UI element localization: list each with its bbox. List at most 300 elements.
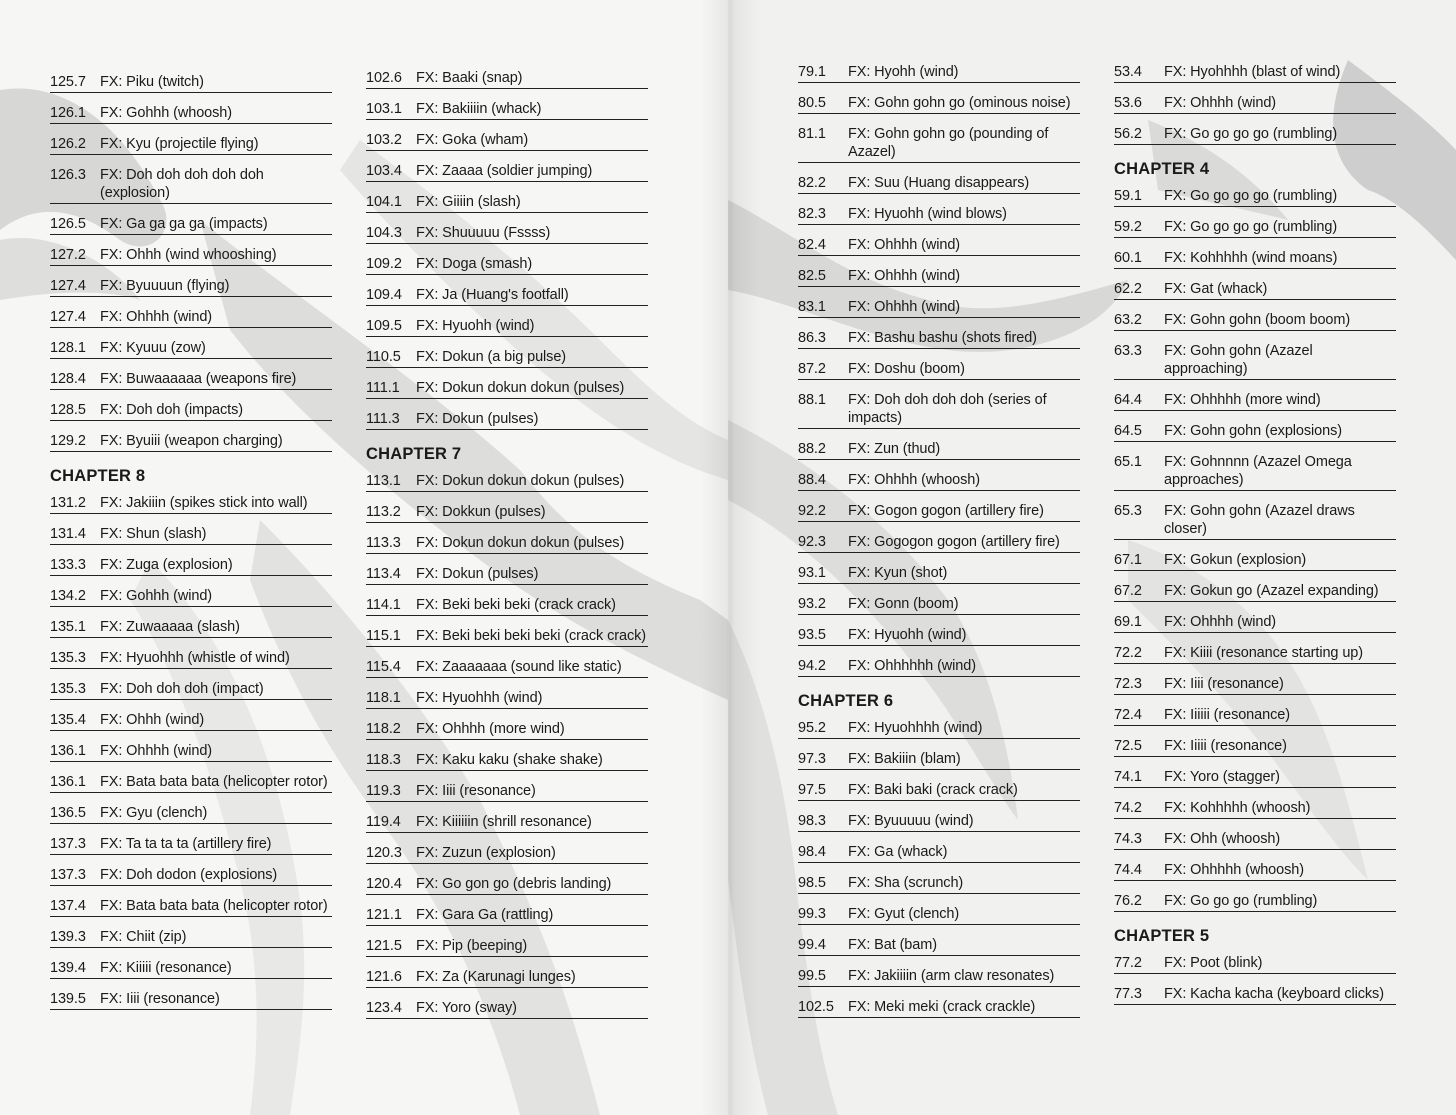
sfx-entry [798,323,1080,349]
sfx-translation: FX: Gogogon gogon (artillery fire) [848,534,1060,550]
sfx-entry [366,838,648,864]
sfx-entry [1114,119,1396,145]
sfx-entry [798,961,1080,987]
sfx-translation: FX: Doh doh doh doh doh (explosion) [100,167,264,201]
sfx-translation: FX: Iiiiii (resonance) [1164,707,1290,723]
sfx-translation: FX: Go go go go (rumbling) [1164,219,1338,235]
page-panel-number: 93.5 [798,627,826,643]
page-panel-number: 77.3 [1114,986,1142,1002]
sfx-entry [798,88,1080,114]
page-panel-number: 64.5 [1114,423,1142,439]
sfx-entry [1114,88,1396,114]
sfx-entry [798,806,1080,832]
sfx-translation: FX: Zaaaa (soldier jumping) [416,163,593,179]
page-panel-number: 128.4 [50,371,86,387]
sfx-entry [798,527,1080,553]
sfx-translation: FX: Ta ta ta ta (artillery fire) [100,836,272,852]
sfx-entry [50,271,332,297]
sfx-translation: FX: Hyuohh (wind) [416,318,535,334]
page-panel-number: 65.3 [1114,503,1142,519]
sfx-entry [798,199,1080,225]
sfx-translation: FX: Doh doh doh doh (series of impacts) [848,392,1047,426]
page-panel-number: 103.1 [366,101,402,117]
sfx-translation: FX: Yoro (stagger) [1164,769,1280,785]
page-panel-number: 76.2 [1114,893,1142,909]
sfx-entry [1114,181,1396,207]
sfx-entry [50,953,332,979]
sfx-translation: FX: Ohhhh (wind) [100,743,213,759]
sfx-translation: FX: Ohhhh (wind) [1164,614,1277,630]
sfx-entry [366,63,648,89]
sfx-entry [366,590,648,616]
page-panel-number: 136.1 [50,774,86,790]
page-panel-number: 137.3 [50,867,86,883]
page-panel-number: 67.2 [1114,583,1142,599]
sfx-translation: FX: Iiiii (resonance) [1164,738,1287,754]
sfx-entry [798,589,1080,615]
page-panel-number: 128.1 [50,340,86,356]
page-panel-number: 98.3 [798,813,826,829]
sfx-entry [50,67,332,93]
sfx-entry [366,497,648,523]
page-panel-number: 98.4 [798,844,826,860]
sfx-translation: FX: Ohhhhh (more wind) [1164,392,1321,408]
sfx-translation: FX: Shun (slash) [100,526,207,542]
sfx-translation: FX: Kaku kaku (shake shake) [416,752,603,768]
page-panel-number: 103.4 [366,163,402,179]
page-panel-number: 95.2 [798,720,826,736]
chapter-heading: CHAPTER 4 [1114,160,1210,178]
page-panel-number: 93.2 [798,596,826,612]
sfx-entry [798,651,1080,677]
page-panel-number: 97.5 [798,782,826,798]
sfx-entry [366,528,648,554]
chapter-heading: CHAPTER 7 [366,445,462,463]
page-panel-number: 139.4 [50,960,86,976]
sfx-entry [366,280,648,306]
sfx-entry [1114,447,1396,491]
page-panel-number: 63.3 [1114,343,1142,359]
chapter-heading: CHAPTER 6 [798,692,894,710]
sfx-translation: FX: Gat (whack) [1164,281,1268,297]
sfx-entry [798,57,1080,83]
sfx-entry [1114,793,1396,819]
sfx-translation: FX: Kyu (projectile flying) [100,136,259,152]
sfx-translation: FX: Ohhhh (wind) [848,268,961,284]
sfx-translation: FX: Bakiiin (blam) [848,751,961,767]
sfx-translation: FX: Dokun (a big pulse) [416,349,567,365]
sfx-entry [366,125,648,151]
page-panel-number: 109.2 [366,256,402,272]
sfx-translation: FX: Ohhh (wind whooshing) [100,247,277,263]
sfx-entry [1114,700,1396,726]
page-panel-number: 102.5 [798,999,834,1015]
sfx-entry [366,869,648,895]
sfx-entry [1114,243,1396,269]
page-panel-number: 127.4 [50,278,86,294]
sfx-translation: FX: Gohnnnn (Azazel Omega approaches) [1164,454,1352,488]
sfx-translation: FX: Iiii (resonance) [1164,676,1284,692]
sfx-entry [50,302,332,328]
page-panel-number: 69.1 [1114,614,1142,630]
page-panel-number: 99.3 [798,906,826,922]
page-panel-number: 139.5 [50,991,86,1007]
page-panel-number: 110.5 [366,349,401,365]
sfx-translation: FX: Go gon go (debris landing) [416,876,612,892]
page-panel-number: 82.3 [798,206,826,222]
page-panel-number: 135.1 [50,619,86,635]
page-panel-number: 114.1 [366,597,401,613]
sfx-entry [50,395,332,421]
sfx-translation: FX: Beki beki beki beki (crack crack) [416,628,646,644]
sfx-translation: FX: Byuiii (weapon charging) [100,433,283,449]
column-4 [1114,57,1396,1010]
page-panel-number: 119.4 [366,814,401,830]
sfx-translation: FX: Kohhhhh (whoosh) [1164,800,1311,816]
sfx-translation: FX: Buwaaaaaa (weapons fire) [100,371,297,387]
sfx-translation: FX: Ohhhh (more wind) [416,721,565,737]
sfx-translation: FX: Bata bata bata (helicopter rotor) [100,774,328,790]
sfx-entry [798,713,1080,739]
sfx-translation: FX: Gohn gohn (Azazel approaching) [1164,343,1313,377]
sfx-translation: FX: Beki beki beki (crack crack) [416,597,616,613]
page-panel-number: 88.1 [798,392,826,408]
page-panel-number: 82.5 [798,268,826,284]
sfx-translation: FX: Goka (wham) [416,132,529,148]
sfx-translation: FX: Dokun dokun dokun (pulses) [416,473,625,489]
sfx-translation: FX: Dokkun (pulses) [416,504,546,520]
sfx-entry [798,744,1080,770]
sfx-translation: FX: Gokun go (Azazel expanding) [1164,583,1379,599]
sfx-translation: FX: Gohhh (wind) [100,588,213,604]
page-panel-number: 137.3 [50,836,86,852]
sfx-entry [1114,576,1396,602]
page-panel-number: 92.2 [798,503,826,519]
sfx-translation: FX: Go go go (rumbling) [1164,893,1318,909]
sfx-translation: FX: Dokun dokun dokun (pulses) [416,380,625,396]
sfx-translation: FX: Kohhhhh (wind moans) [1164,250,1338,266]
sfx-translation: FX: Zuzun (explosion) [416,845,556,861]
page-panel-number: 56.2 [1114,126,1142,142]
sfx-translation: FX: Hyuohh (wind blows) [848,206,1007,222]
sfx-translation: FX: Jakiiin (spikes stick into wall) [100,495,308,511]
sfx-entry [50,891,332,917]
sfx-translation: FX: Gohn gohn (Azazel draws closer) [1164,503,1355,537]
page-panel-number: 94.2 [798,658,826,674]
sfx-entry [50,767,332,793]
sfx-translation: FX: Poot (blink) [1164,955,1263,971]
page-panel-number: 74.1 [1114,769,1142,785]
sfx-translation: FX: Go go go go (rumbling) [1164,188,1338,204]
page-panel-number: 135.3 [50,681,86,697]
page-panel-number: 131.2 [50,495,86,511]
sfx-entry [366,373,648,399]
page-panel-number: 53.4 [1114,64,1142,80]
sfx-entry [1114,979,1396,1005]
page-panel-number: 99.4 [798,937,826,953]
sfx-translation: FX: Gohn gohn (explosions) [1164,423,1342,439]
page-panel-number: 82.4 [798,237,826,253]
sfx-entry [366,776,648,802]
sfx-translation: FX: Zuwaaaaa (slash) [100,619,240,635]
sfx-entry [366,962,648,988]
sfx-entry [366,342,648,368]
sfx-entry [50,129,332,155]
sfx-translation: FX: Gokun (explosion) [1164,552,1307,568]
sfx-translation: FX: Hyuohhhh (wind) [848,720,983,736]
sfx-translation: FX: Doh doh doh (impact) [100,681,264,697]
page-panel-number: 99.5 [798,968,826,984]
page-panel-number: 102.6 [366,70,402,86]
sfx-translation: FX: Shuuuuu (Fssss) [416,225,551,241]
sfx-translation: FX: Gyut (clench) [848,906,960,922]
page-panel-number: 126.3 [50,167,86,183]
sfx-entry [50,922,332,948]
sfx-entry [50,209,332,235]
sfx-translation: FX: Gohn gohn go (pounding of Azazel) [848,126,1049,160]
page-panel-number: 81.1 [798,126,826,142]
page-panel-number: 74.2 [1114,800,1142,816]
sfx-entry [366,218,648,244]
page-panel-number: 129.2 [50,433,86,449]
sfx-entry [798,261,1080,287]
page-panel-number: 126.1 [50,105,86,121]
sfx-entry [50,550,332,576]
chapter-heading: CHAPTER 8 [50,467,146,485]
page-panel-number: 139.3 [50,929,86,945]
sfx-entry [1114,305,1396,331]
sfx-entry [366,404,648,430]
sfx-translation: FX: Ohhhhh (whoosh) [1164,862,1304,878]
sfx-entry [1114,416,1396,442]
page-panel-number: 93.1 [798,565,826,581]
sfx-translation: FX: Hyohh (wind) [848,64,959,80]
sfx-entry [50,426,332,452]
page-panel-number: 126.2 [50,136,86,152]
sfx-translation: FX: Gyu (clench) [100,805,208,821]
sfx-translation: FX: Iiii (resonance) [416,783,536,799]
sfx-entry [798,385,1080,429]
sfx-translation: FX: Bata bata bata (helicopter rotor) [100,898,328,914]
sfx-entry [1114,855,1396,881]
page-panel-number: 63.2 [1114,312,1142,328]
sfx-translation: FX: Byuuuun (flying) [100,278,230,294]
sfx-entry [1114,57,1396,83]
sfx-entry [1114,336,1396,380]
page-panel-number: 136.5 [50,805,86,821]
sfx-entry [366,311,648,337]
sfx-translation: FX: Sha (scrunch) [848,875,964,891]
page-panel-number: 65.1 [1114,454,1142,470]
page-panel-number: 118.1 [366,690,401,706]
sfx-translation: FX: Za (Karunagi lunges) [416,969,576,985]
sfx-translation: FX: Ga (whack) [848,844,948,860]
sfx-translation: FX: Hyuohhh (whistle of wind) [100,650,290,666]
sfx-translation: FX: Hyuohh (wind) [848,627,967,643]
sfx-translation: FX: Bashu bashu (shots fired) [848,330,1037,346]
sfx-entry [50,364,332,390]
sfx-entry [50,860,332,886]
page-panel-number: 104.1 [366,194,402,210]
page-panel-number: 111.1 [366,380,400,396]
page-panel-number: 134.2 [50,588,86,604]
sfx-entry [50,798,332,824]
page-panel-number: 131.4 [50,526,86,542]
sfx-entry [50,705,332,731]
page-panel-number: 120.4 [366,876,402,892]
sfx-translation: FX: Gonn (boom) [848,596,959,612]
sfx-translation: FX: Kacha kacha (keyboard clicks) [1164,986,1384,1002]
page-panel-number: 72.5 [1114,738,1142,754]
page-panel-number: 119.3 [366,783,401,799]
sfx-entry [798,620,1080,646]
page-panel-number: 74.4 [1114,862,1142,878]
sfx-entry [366,652,648,678]
page-panel-number: 72.3 [1114,676,1142,692]
sfx-translation: FX: Piku (twitch) [100,74,204,90]
page-panel-number: 113.2 [366,504,401,520]
sfx-entry [1114,274,1396,300]
sfx-entry [366,993,648,1019]
page-panel-number: 98.5 [798,875,826,891]
sfx-entry [1114,948,1396,974]
sfx-entry [50,581,332,607]
sfx-entry [1114,669,1396,695]
page-panel-number: 87.2 [798,361,826,377]
page-panel-number: 59.1 [1114,188,1142,204]
sfx-translation: FX: Zaaaaaaa (sound like static) [416,659,622,675]
sfx-translation: FX: Ja (Huang's footfall) [416,287,569,303]
sfx-translation: FX: Go go go go (rumbling) [1164,126,1338,142]
sfx-translation: FX: Gara Ga (rattling) [416,907,554,923]
sfx-entry [1114,886,1396,912]
sfx-entry [366,156,648,182]
sfx-translation: FX: Ohhhh (wind) [848,237,961,253]
sfx-entry [366,931,648,957]
sfx-translation: FX: Giiiin (slash) [416,194,521,210]
sfx-entry [366,466,648,492]
sfx-entry [50,612,332,638]
sfx-translation: FX: Bakiiiin (whack) [416,101,542,117]
page-panel-number: 103.2 [366,132,402,148]
page-panel-number: 118.2 [366,721,401,737]
sfx-translation: FX: Hyuohhh (wind) [416,690,543,706]
page-panel-number: 72.4 [1114,707,1142,723]
sfx-translation: FX: Gohn gohn (boom boom) [1164,312,1351,328]
sfx-entry [366,807,648,833]
sfx-entry [366,683,648,709]
sfx-translation: FX: Ohh (whoosh) [1164,831,1281,847]
page-panel-number: 118.3 [366,752,401,768]
sfx-entry [50,333,332,359]
sfx-entry [798,230,1080,256]
page-panel-number: 121.1 [366,907,402,923]
page-panel-number: 137.4 [50,898,86,914]
sfx-translation: FX: Dokun (pulses) [416,411,539,427]
sfx-entry [1114,545,1396,571]
sfx-translation: FX: Gohn gohn go (ominous noise) [848,95,1071,111]
sfx-entry [366,621,648,647]
sfx-translation: FX: Ohhh (wind) [100,712,205,728]
sfx-entry [50,674,332,700]
page-panel-number: 109.5 [366,318,402,334]
sfx-entry [798,899,1080,925]
sfx-translation: FX: Zun (thud) [848,441,941,457]
page-panel-number: 113.1 [366,473,401,489]
sfx-entry [50,984,332,1010]
sfx-entry [1114,731,1396,757]
sfx-translation: FX: Ohhhh (whoosh) [848,472,980,488]
sfx-entry [798,558,1080,584]
page-panel-number: 126.5 [50,216,86,232]
page-panel-number: 97.3 [798,751,826,767]
page-panel-number: 88.2 [798,441,826,457]
sfx-entry [798,168,1080,194]
page-panel-number: 79.1 [798,64,826,80]
sfx-translation: FX: Pip (beeping) [416,938,528,954]
sfx-entry [798,465,1080,491]
sfx-entry [366,94,648,120]
page-panel-number: 83.1 [798,299,826,315]
sfx-entry [798,837,1080,863]
sfx-translation: FX: Yoro (sway) [416,1000,517,1016]
sfx-entry [1114,496,1396,540]
sfx-entry [1114,824,1396,850]
sfx-translation: FX: Kiiiii (resonance) [100,960,232,976]
sfx-entry [50,736,332,762]
sfx-entry [1114,212,1396,238]
sfx-translation: FX: Byuuuuu (wind) [848,813,974,829]
page-panel-number: 127.2 [50,247,86,263]
sfx-entry [366,900,648,926]
page-panel-number: 121.5 [366,938,402,954]
sfx-translation: FX: Gohhh (whoosh) [100,105,232,121]
page-panel-number: 59.2 [1114,219,1142,235]
page-panel-number: 67.1 [1114,552,1142,568]
page-panel-number: 77.2 [1114,955,1142,971]
sfx-entry [798,119,1080,163]
page-panel-number: 127.4 [50,309,86,325]
sfx-entry [798,775,1080,801]
page-panel-number: 136.1 [50,743,86,759]
sfx-translation: FX: Jakiiiin (arm claw resonates) [848,968,1055,984]
sfx-translation: FX: Kiiiiiin (shrill resonance) [416,814,592,830]
sfx-entry [366,249,648,275]
sfx-entry [50,488,332,514]
sfx-entry [366,714,648,740]
sfx-translation: FX: Suu (Huang disappears) [848,175,1030,191]
page-panel-number: 88.4 [798,472,826,488]
sfx-entry [1114,385,1396,411]
sfx-translation: FX: Zuga (explosion) [100,557,233,573]
sfx-translation: FX: Chiit (zip) [100,929,187,945]
sfx-entry [366,187,648,213]
sfx-translation: FX: Kyuuu (zow) [100,340,206,356]
page-panel-number: 115.1 [366,628,401,644]
page-panel-number: 120.3 [366,845,402,861]
sfx-translation: FX: Hyohhhh (blast of wind) [1164,64,1341,80]
sfx-translation: FX: Ohhhh (wind) [848,299,961,315]
page-panel-number: 62.2 [1114,281,1142,297]
sfx-entry [50,98,332,124]
column-1 [50,67,332,1015]
sfx-entry [366,559,648,585]
sfx-entry [798,496,1080,522]
sfx-entry [798,354,1080,380]
sfx-translation: FX: Gogon gogon (artillery fire) [848,503,1044,519]
sfx-entry [50,829,332,855]
sfx-translation: FX: Baki baki (crack crack) [848,782,1018,798]
